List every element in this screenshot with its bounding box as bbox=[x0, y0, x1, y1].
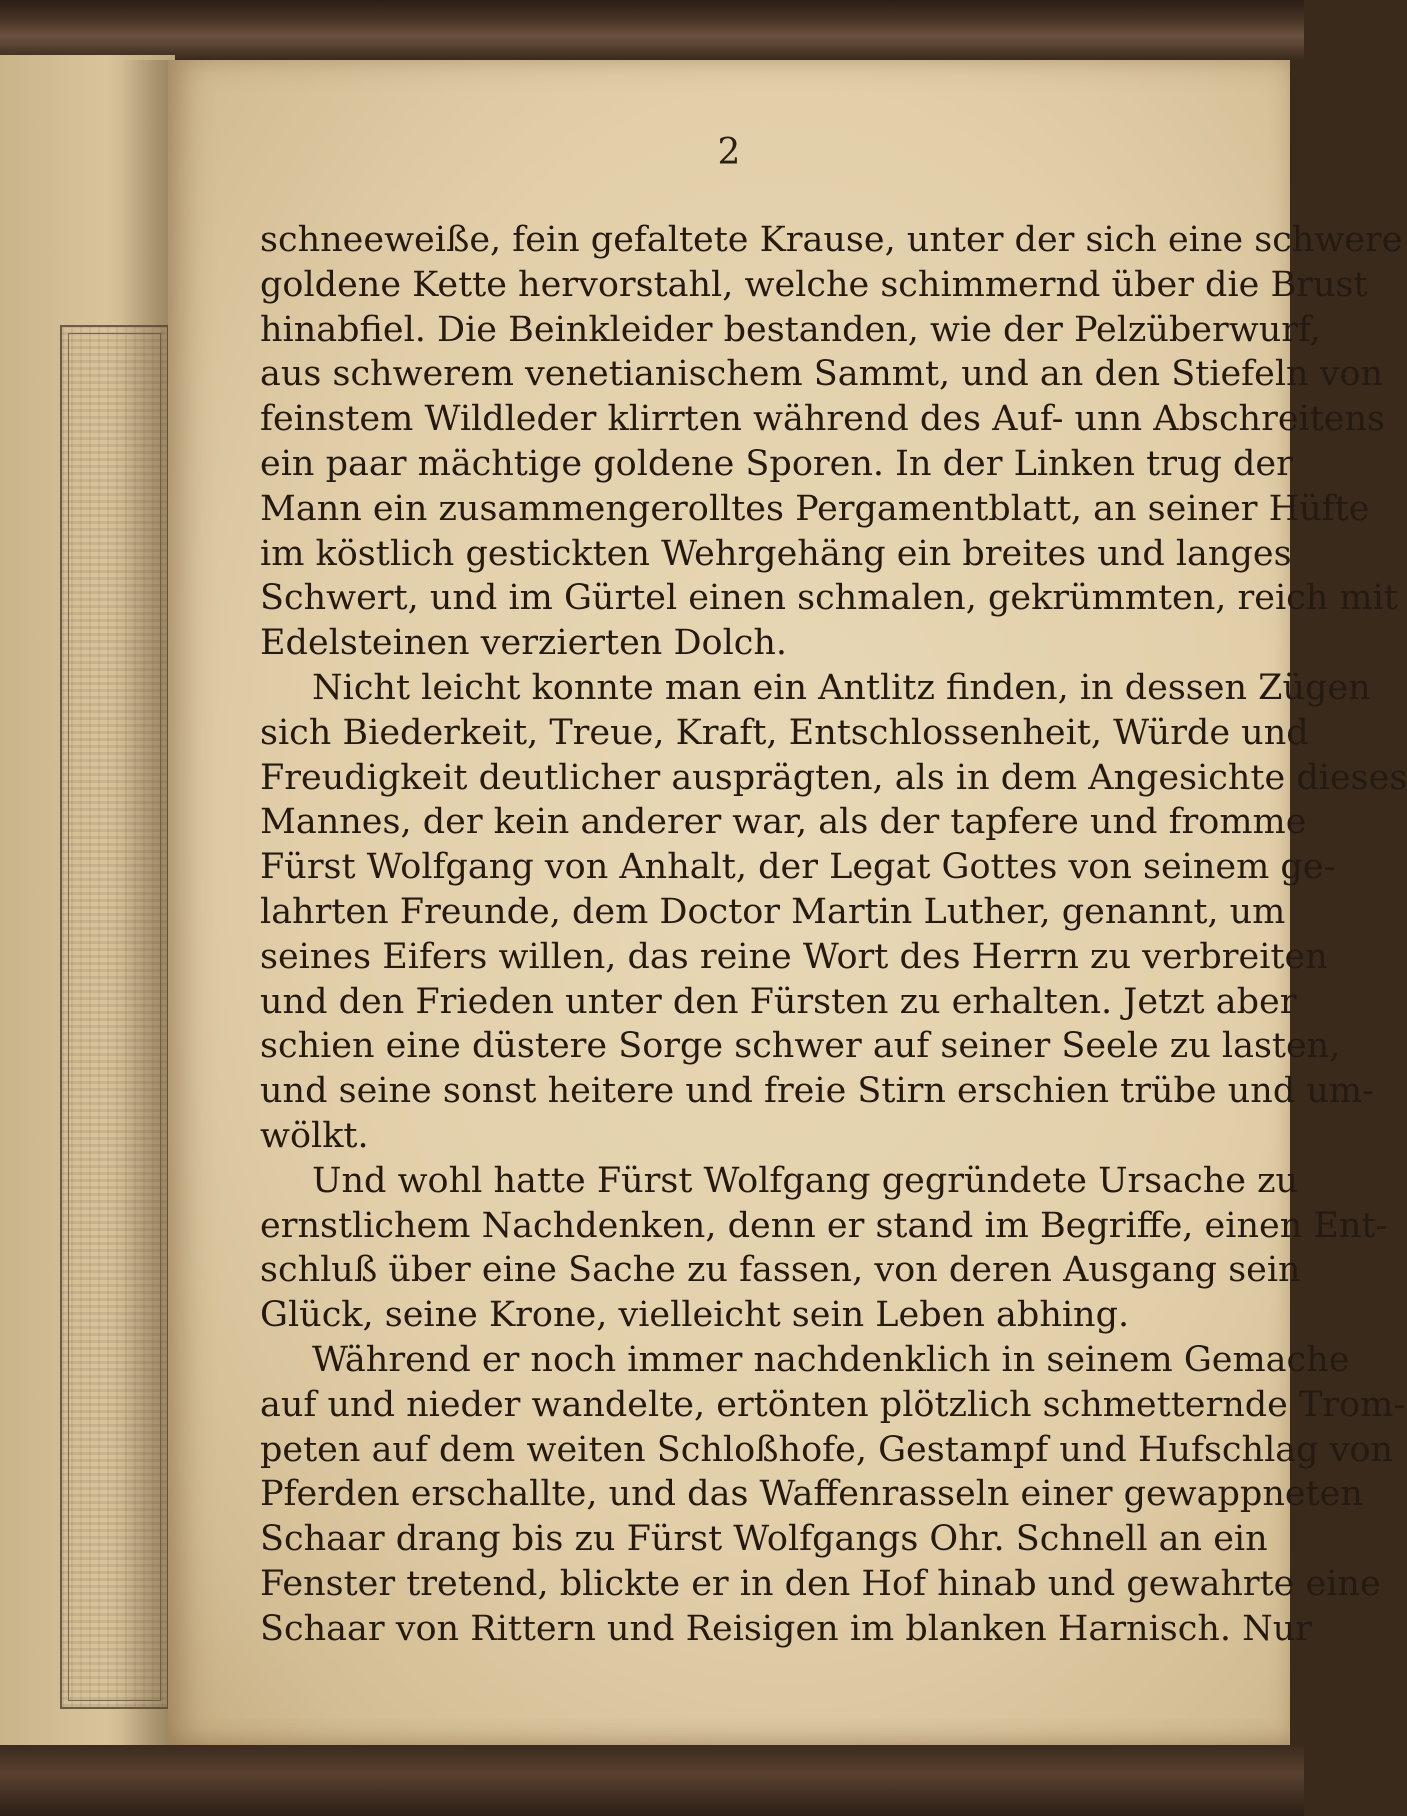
text-line: ein paar mächtige goldene Sporen. In der Linken trug der bbox=[260, 443, 1293, 484]
text-line: Edelsteinen verzierten Dolch. bbox=[260, 623, 788, 664]
text-line: hinabfiel. Die Beinkleider bestanden, wie der Pelzüberwurf, bbox=[260, 309, 1321, 350]
text-line: im köstlich gestickten Wehrgehäng ein breites und langes bbox=[260, 533, 1292, 574]
text-line: sich Biederkeit, Treue, Kraft, Entschlossenheit, Würde und bbox=[260, 712, 1309, 753]
text-line: feinstem Wildleder klirrten während des Auf- unn Abschreitens bbox=[260, 399, 1386, 440]
text-line: seines Eifers willen, das reine Wort des Herrn zu verbreiten bbox=[260, 936, 1328, 977]
book-page bbox=[168, 60, 1407, 1750]
text-line: und den Frieden unter den Fürsten zu erhalten. Jetzt aber bbox=[260, 981, 1297, 1022]
text-line: auf und nieder wandelte, ertönten plötzlich schmetternde Trom- bbox=[260, 1384, 1406, 1425]
text-line: Mann ein zusammengerolltes Pergamentblatt, an seiner Hüfte bbox=[260, 488, 1370, 529]
text-line: schien eine düstere Sorge schwer auf seiner Seele zu lasten, bbox=[260, 1026, 1341, 1067]
text-line: Freudigkeit deutlicher ausprägten, als in dem Angesichte dieses bbox=[260, 757, 1407, 798]
text-line: schluß über eine Sache zu fassen, von deren Ausgang sein bbox=[260, 1250, 1301, 1291]
text-line: ernstlichem Nachdenken, denn er stand im Begriffe, einen Ent- bbox=[260, 1205, 1388, 1246]
text-line: Glück, seine Krone, vielleicht sein Leben abhing. bbox=[260, 1295, 1130, 1336]
text-line: peten auf dem weiten Schloßhofe, Gestampf und Hufschlag von bbox=[260, 1429, 1394, 1470]
text-line: Während er noch immer nachdenklich in seinem Gemache bbox=[312, 1339, 1350, 1380]
body-text bbox=[260, 218, 1407, 1652]
text-line: aus schwerem venetianischem Sammt, und an den Stiefeln von bbox=[260, 354, 1384, 395]
text-line: Pferden erschallte, und das Waffenrasseln einer gewappneten bbox=[260, 1474, 1363, 1515]
text-line: schneeweiße, fein gefaltete Krause, unter der sich eine schwere bbox=[260, 220, 1403, 260]
text-line: wölkt. bbox=[260, 1115, 369, 1156]
book-binding-bottom bbox=[0, 1745, 1304, 1816]
text-line: Schaar drang bis zu Fürst Wolfgangs Ohr. Schnell an ein bbox=[260, 1519, 1268, 1560]
text-line: Und wohl hatte Fürst Wolfgang gegründete Ursache zu bbox=[312, 1160, 1299, 1201]
book-binding-top bbox=[0, 0, 1304, 60]
text-line: Schwert, und im Gürtel einen schmalen, gekrümmten, reich mit bbox=[260, 578, 1398, 619]
text-line: Fenster tretend, blickte er in den Hof hinab und gewahrte eine bbox=[260, 1563, 1381, 1604]
text-line: Nicht leicht konnte man ein Antlitz finden, in dessen Zügen bbox=[312, 667, 1371, 708]
text-line: und seine sonst heitere und freie Stirn erschien trübe und um- bbox=[260, 1071, 1374, 1112]
page-number: 2 bbox=[717, 132, 741, 173]
text-line: Schaar von Rittern und Reisigen im blanken Harnisch. Nur bbox=[260, 1608, 1313, 1649]
text-line: Fürst Wolfgang von Anhalt, der Legat Gottes von seinem ge- bbox=[260, 847, 1336, 888]
text-line: goldene Kette hervorstahl, welche schimmernd über die Brust bbox=[260, 264, 1368, 305]
text-line: Mannes, der kein anderer war, als der tapfere und fromme bbox=[260, 802, 1307, 843]
text-line: lahrten Freunde, dem Doctor Martin Luther, genannt, um bbox=[260, 891, 1286, 932]
